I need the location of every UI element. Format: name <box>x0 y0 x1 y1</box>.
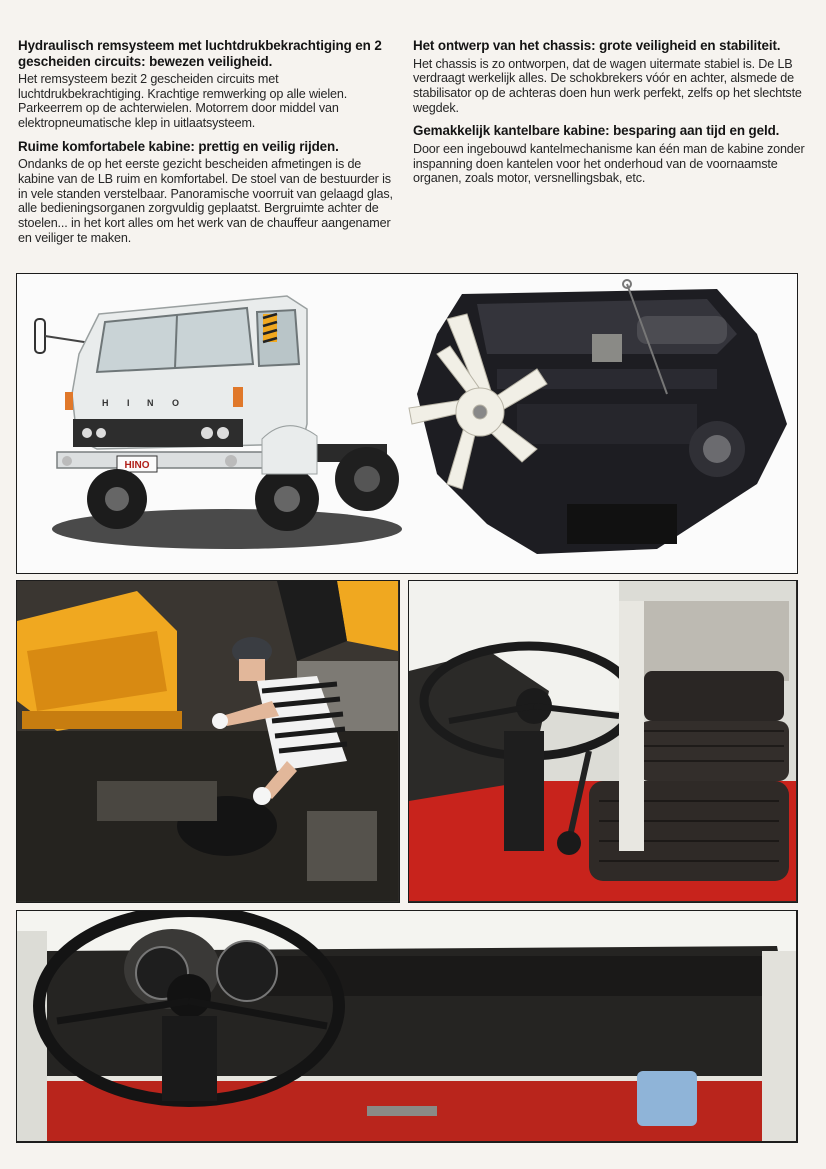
svg-text:O: O <box>172 398 180 408</box>
steering-column <box>504 731 544 851</box>
svg-text:I: I <box>127 398 130 408</box>
body-tilt-cabin: Door een ingebouwd kantelmechanisme kan één man de kabine zonder inspanning doen kantelen voor het onderhoud van de voornaamste organen, zoals motor, versnellingsbak, etc. <box>413 141 805 186</box>
heading-tilt-cabin: Gemakkelijk kantelbare kabine: besparing aan tijd en geld. <box>413 123 780 139</box>
right-text-column <box>413 38 808 194</box>
body-chassis-design: Het chassis is zo ontworpen, dat de wagen uitermate stabiel is. De LB verdraagt werkelijk alles. De schokbrekers vóór en achter, alsmede de stabilisator op de achteras doen hun werk perfekt, zelfs op het slechtste wegdek. <box>413 56 802 115</box>
heading-chassis-design: Het ontwerp van het chassis: grote veiligheid en stabiliteit. <box>413 38 781 53</box>
dashboard-photo <box>16 910 798 1143</box>
truck-hino-badge-text: HINO <box>124 460 150 471</box>
heading-comfortable-cabin: Ruime komfortabele kabine: prettig en veilig rijden. <box>18 138 339 154</box>
washer-reservoir <box>637 1071 697 1126</box>
svg-text:H: H <box>102 398 109 408</box>
truck-and-engine-photo <box>16 273 798 574</box>
tilted-cab-maintenance-photo <box>16 580 400 903</box>
cabin-interior-photo <box>408 580 798 903</box>
heading-brake-system: Hydraulisch remsysteem met luchtdrukbekrachtiging en 2 gescheiden circuits: bewezen veiligheid. <box>18 38 382 69</box>
truck-mirror <box>35 319 45 353</box>
left-text-column <box>18 38 398 254</box>
rear-window-area <box>639 601 789 681</box>
body-comfortable-cabin: Ondanks de op het eerste gezicht bescheiden afmetingen is de kabine van de LB ruim en komfortabel. De stoel van de bestuurder is in vele standen verstelbaar. Panoramische voorruit van gelaagd glas, alle bedieningsorganen zorgvuldig geplaatst. Bergruimte achter de stoelen... in het kort alles om het werk van de chauffeur aangenamer en veiliger te maken. <box>18 157 393 245</box>
svg-text:N: N <box>147 398 154 408</box>
body-brake-system: Het remsysteem bezit 2 gescheiden circuits met luchtdrukbekrachtiging. Krachtige remwerking op alle wielen. Parkeerrem op de achterwielen. Motorrem door middel van elektropneumatische klep in uitlaatsysteem. <box>18 72 348 131</box>
truck-bumper <box>57 452 272 468</box>
